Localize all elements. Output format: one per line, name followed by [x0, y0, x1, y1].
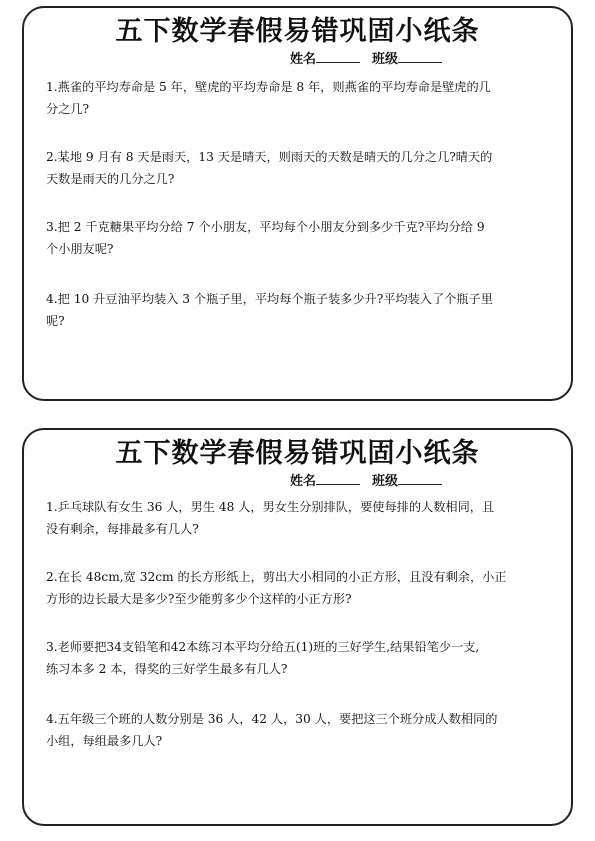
question-4 [46, 288, 554, 332]
question-line: 4.五年级三个班的人数分别是 36 人，42 人，30 人，要把这三个班分成人数相同的 [46, 712, 498, 726]
question-4 [46, 708, 554, 752]
question-line: 天数是雨天的几分之几? [46, 172, 175, 186]
worksheet-card-1 [22, 6, 573, 401]
question-1 [46, 496, 554, 540]
question-line: 1.乒乓球队有女生 36 人，男生 48 人，男女生分别排队，要使每排的人数相同，且 [46, 500, 495, 514]
question-line: 个小朋友呢? [46, 242, 114, 256]
name-label: 姓名 [290, 52, 317, 67]
question-2 [46, 566, 554, 610]
question-line: 1.燕雀的平均寿命是 5 年，壁虎的平均寿命是 8 年，则燕雀的平均寿命是壁虎的几 [46, 80, 491, 94]
question-line: 2.在长 48cm,宽 32cm 的长方形纸上，剪出大小相同的小正方形，且没有剩余，小正 [46, 570, 507, 584]
question-line: 小组，每组最多几人? [46, 734, 163, 748]
name-class-row [290, 472, 442, 490]
class-blank[interactable] [398, 472, 442, 485]
question-3 [46, 216, 554, 260]
question-line: 练习本多 2 本，得奖的三好学生最多有几人? [46, 662, 288, 676]
question-line: 分之几? [46, 102, 90, 116]
question-line: 2.某地 9 月有 8 天是雨天，13 天是晴天，则雨天的天数是晴天的几分之几?晴天的 [46, 150, 493, 164]
name-label: 姓名 [290, 474, 317, 489]
question-3 [46, 636, 554, 680]
name-blank[interactable] [316, 472, 360, 485]
name-class-row [290, 50, 442, 68]
question-line: 4.把 10 升豆油平均装入 3 个瓶子里，平均每个瓶子装多少升?平均装入了个瓶子里 [46, 292, 493, 306]
question-line: 呢? [46, 314, 65, 328]
class-label: 班级 [372, 474, 399, 489]
question-line: 没有剩余，每排最多有几人? [46, 522, 199, 536]
question-line: 3.老师要把34支铅笔和42本练习本平均分给五(1)班的三好学生,结果铅笔少一支, [46, 640, 480, 654]
question-2 [46, 146, 554, 190]
card-title: 五下数学春假易错巩固小纸条 [115, 438, 480, 469]
card-title: 五下数学春假易错巩固小纸条 [115, 16, 480, 47]
worksheet-card-2 [22, 428, 573, 826]
class-label: 班级 [372, 52, 399, 67]
question-1 [46, 76, 554, 120]
class-blank[interactable] [398, 50, 442, 63]
question-line: 3.把 2 千克糖果平均分给 7 个小朋友，平均每个小朋友分到多少千克?平均分给 9 [46, 220, 485, 234]
name-blank[interactable] [316, 50, 360, 63]
question-line: 方形的边长最大是多少?至少能剪多少个这样的小正方形? [46, 592, 352, 606]
